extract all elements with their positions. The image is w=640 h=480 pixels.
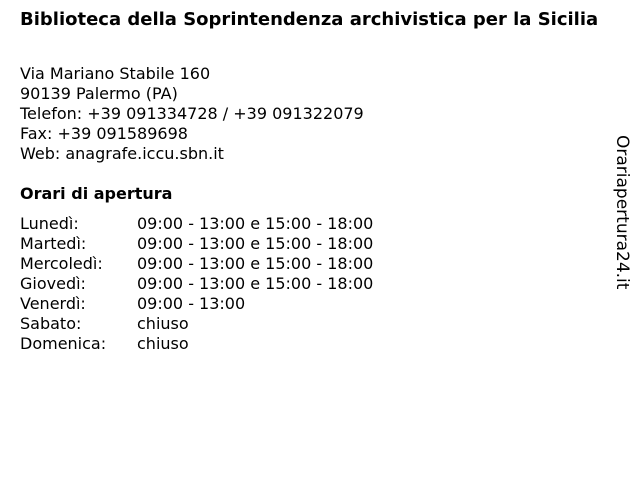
day-label: Martedì:: [20, 234, 87, 253]
phone-line: Telefon: +39 091334728 / +39 091322079: [20, 104, 364, 123]
day-label: Sabato:: [20, 314, 82, 333]
time-value: chiuso: [137, 334, 189, 353]
day-label: Venerdì:: [20, 294, 86, 313]
time-value: 09:00 - 13:00 e 15:00 - 18:00: [137, 234, 374, 253]
day-label: Giovedì:: [20, 274, 86, 293]
hours-row-wednesday: [20, 254, 373, 274]
city-address: 90139 Palermo (PA): [20, 84, 178, 103]
hours-row-sunday: [20, 334, 373, 354]
day-label: Domenica:: [20, 334, 107, 353]
street-address: Via Mariano Stabile 160: [20, 64, 211, 83]
site-watermark: Orariapertura24.it: [612, 135, 632, 290]
contact-block: [20, 64, 364, 164]
time-value: 09:00 - 13:00 e 15:00 - 18:00: [137, 214, 374, 233]
time-value: 09:00 - 13:00: [137, 294, 246, 313]
hours-row-saturday: [20, 314, 373, 334]
day-label: Mercoledì:: [20, 254, 103, 273]
opening-hours-table: [20, 214, 373, 354]
web-line: Web: anagrafe.iccu.sbn.it: [20, 144, 224, 163]
hours-row-thursday: [20, 274, 373, 294]
time-value: chiuso: [137, 314, 189, 333]
hours-row-friday: [20, 294, 373, 314]
fax-line: Fax: +39 091589698: [20, 124, 188, 143]
time-value: 09:00 - 13:00 e 15:00 - 18:00: [137, 274, 374, 293]
day-label: Lunedì:: [20, 214, 79, 233]
page-title: Biblioteca della Soprintendenza archivistica per la Sicilia: [20, 9, 599, 30]
time-value: 09:00 - 13:00 e 15:00 - 18:00: [137, 254, 374, 273]
opening-hours-heading: Orari di apertura: [20, 184, 173, 203]
hours-row-monday: [20, 214, 373, 234]
hours-row-tuesday: [20, 234, 373, 254]
